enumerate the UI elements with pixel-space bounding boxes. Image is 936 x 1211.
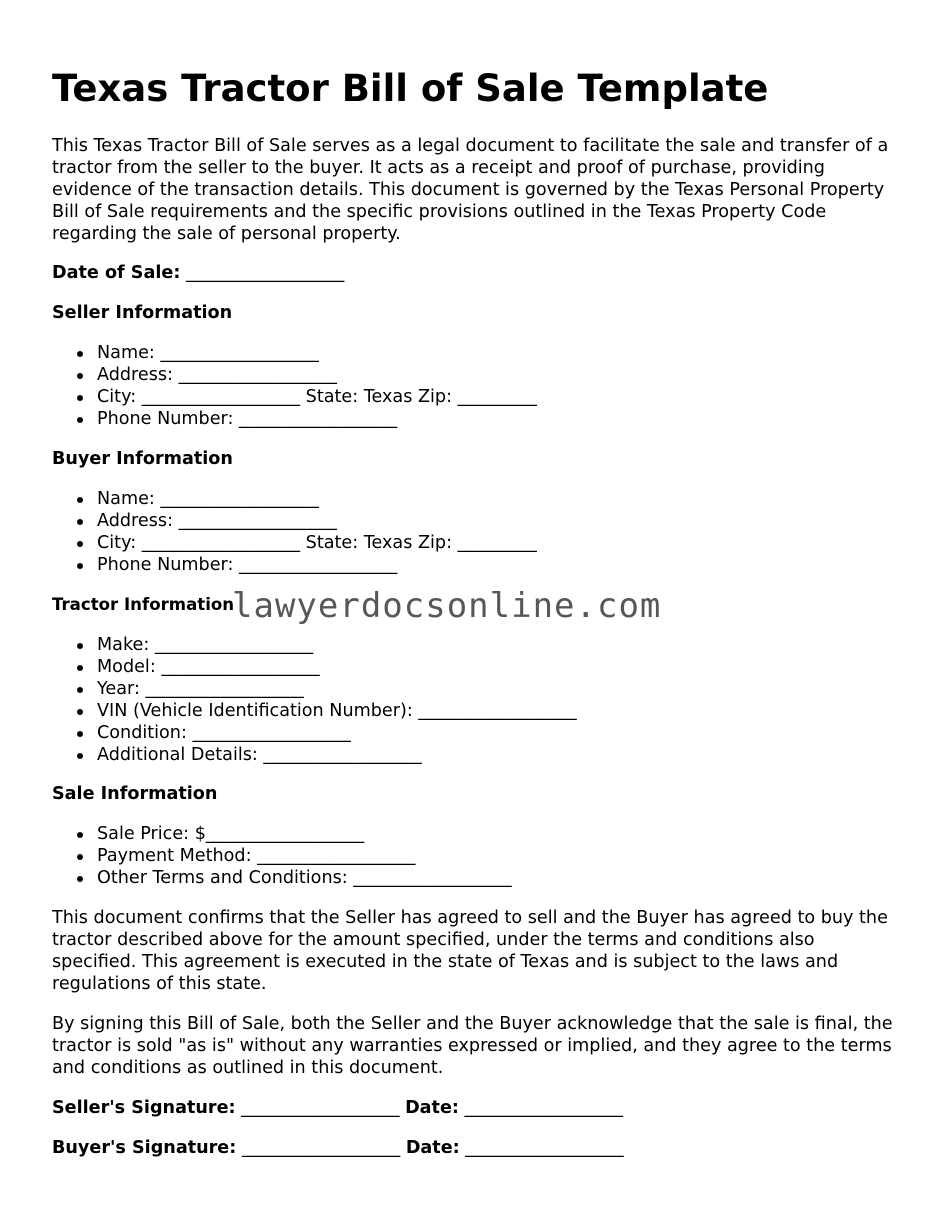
list-item[interactable]: Name: __________________ xyxy=(52,342,537,364)
list-item[interactable]: Sale Price: $__________________ xyxy=(52,823,512,845)
buyer-signature-line xyxy=(52,1137,624,1159)
date-of-sale-line xyxy=(52,262,344,284)
list-item[interactable]: Address: __________________ xyxy=(52,364,537,386)
list-item[interactable]: VIN (Vehicle Identification Number): __________________ xyxy=(52,700,577,722)
buyer-list xyxy=(52,488,537,576)
list-item[interactable]: Model: __________________ xyxy=(52,656,577,678)
acknowledgement-paragraph: By signing this Bill of Sale, both the Seller and the Buyer acknowledge that the sale is final, the tractor is sold "as is" without any warranties expressed or implied, and they agree to the terms and conditions as outlined in this document. xyxy=(52,1014,893,1078)
list-item[interactable]: Payment Method: __________________ xyxy=(52,845,512,867)
buyer-date-label: Date: xyxy=(405,1138,460,1158)
seller-date-blank[interactable]: __________________ xyxy=(464,1098,623,1118)
list-item[interactable]: Phone Number: __________________ xyxy=(52,554,537,576)
list-item[interactable]: Other Terms and Conditions: __________________ xyxy=(52,867,512,889)
seller-signature-line xyxy=(52,1097,623,1119)
watermark: lawyerdocsonline.com xyxy=(232,586,662,626)
list-item[interactable]: Address: __________________ xyxy=(52,510,537,532)
date-of-sale-blank[interactable]: __________________ xyxy=(185,263,345,283)
buyer-signature-blank[interactable]: __________________ xyxy=(241,1138,401,1158)
list-item[interactable]: City: __________________ State: Texas Zip: _________ xyxy=(52,532,537,554)
buyer-heading: Buyer Information xyxy=(52,449,233,469)
date-of-sale-label: Date of Sale: xyxy=(52,263,181,283)
list-item[interactable]: Additional Details: __________________ xyxy=(52,744,577,766)
seller-heading: Seller Information xyxy=(52,303,233,323)
intro-paragraph: This Texas Tractor Bill of Sale serves as a legal document to facilitate the sale and transfer of a tractor from the seller to the buyer. It acts as a receipt and proof of purchase, providing evidence of the transaction details. This document is governed by the Texas Personal Property Bill of Sale requirements and the specific provisions outlined in the Texas Property Code regarding the sale of personal property. xyxy=(52,136,889,244)
list-item[interactable]: Phone Number: __________________ xyxy=(52,408,537,430)
tractor-heading: Tractor Information xyxy=(52,595,235,614)
seller-date-label: Date: xyxy=(405,1098,459,1118)
seller-signature-label: Seller's Signature: xyxy=(52,1098,236,1118)
list-item[interactable]: City: __________________ State: Texas Zip: _________ xyxy=(52,386,537,408)
list-item[interactable]: Make: __________________ xyxy=(52,634,577,656)
buyer-date-blank[interactable]: __________________ xyxy=(465,1138,624,1158)
confirm-paragraph: This document confirms that the Seller has agreed to sell and the Buyer has agreed to buy the tractor described above for the amount specified, under the terms and conditions also specified. This agreement is executed in the state of Texas and is subject to the laws and regulations of this state. xyxy=(52,908,888,994)
sale-heading: Sale Information xyxy=(52,784,218,804)
buyer-signature-label: Buyer's Signature: xyxy=(52,1138,237,1158)
tractor-list xyxy=(52,634,577,766)
seller-signature-blank[interactable]: __________________ xyxy=(241,1098,400,1118)
list-item[interactable]: Year: __________________ xyxy=(52,678,577,700)
list-item[interactable]: Name: __________________ xyxy=(52,488,537,510)
sale-list xyxy=(52,823,512,889)
seller-list xyxy=(52,342,537,430)
list-item[interactable]: Condition: __________________ xyxy=(52,722,577,744)
page-title: Texas Tractor Bill of Sale Template xyxy=(52,67,769,110)
